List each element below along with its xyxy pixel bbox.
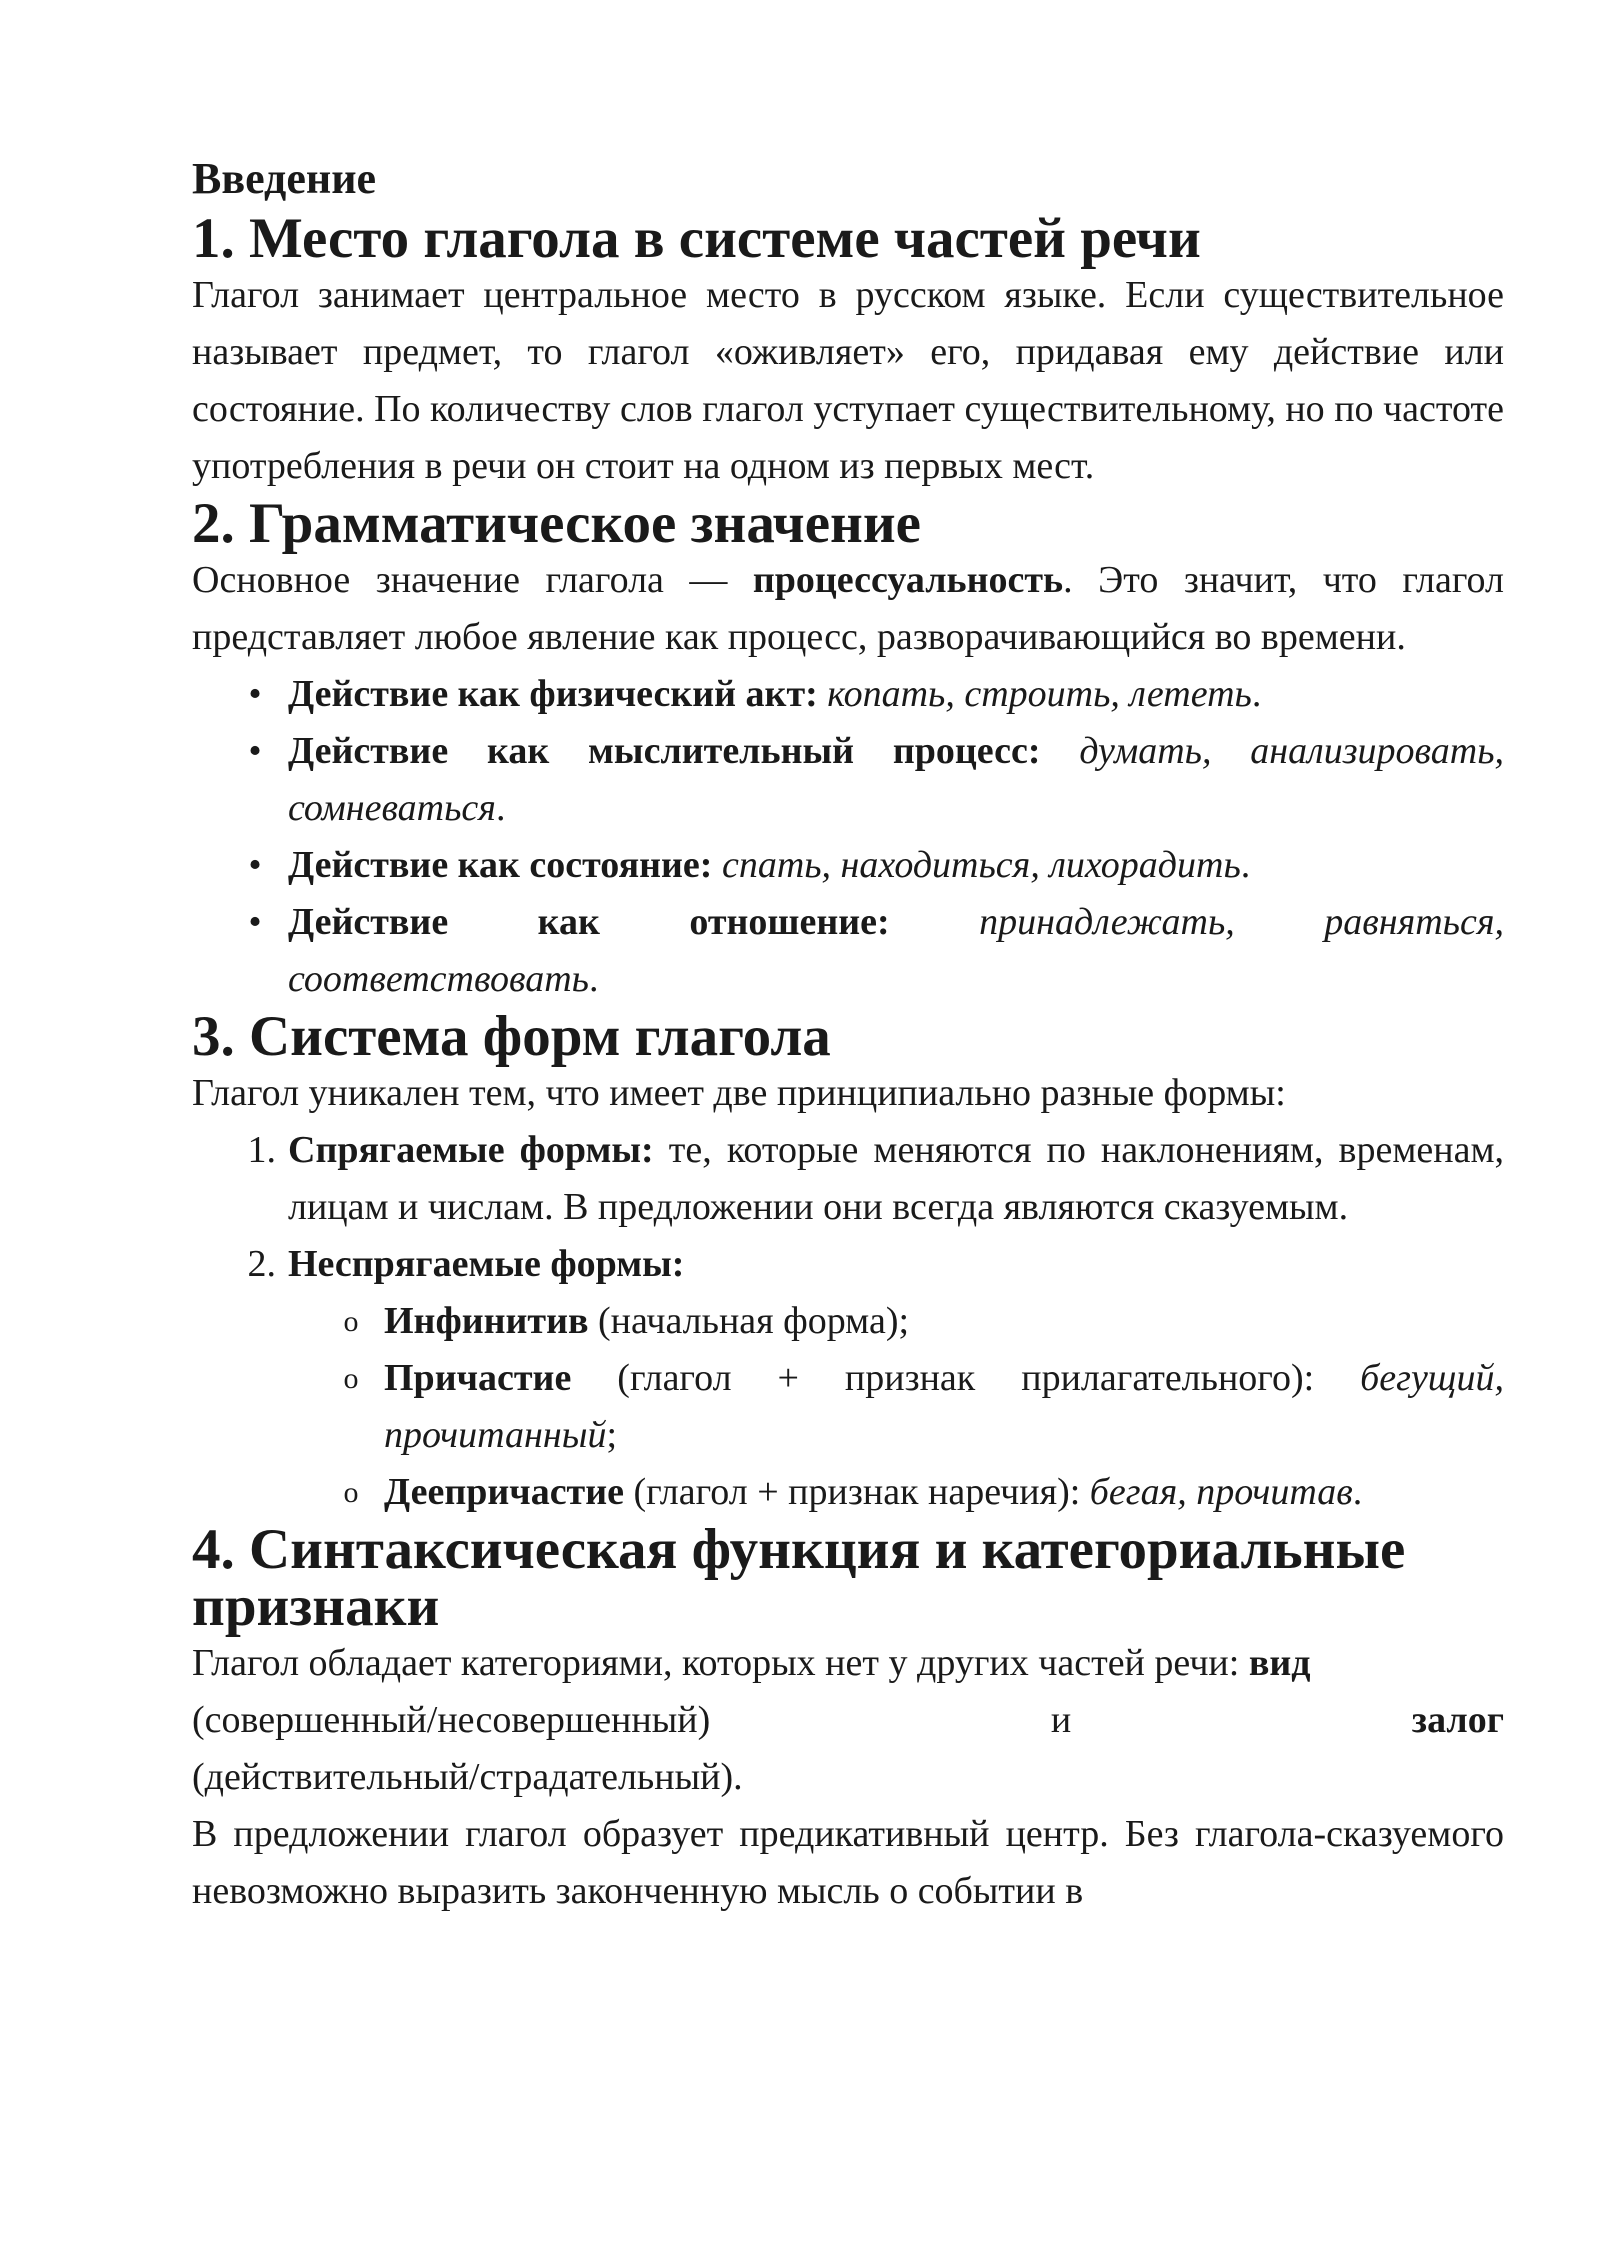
- page-title: Введение: [192, 154, 377, 203]
- section-2-text-a: Основное значение глагола —: [192, 559, 753, 601]
- item-label: Инфинитив: [384, 1300, 589, 1342]
- bullet-label: Действие как отношение:: [288, 901, 890, 943]
- item-text: (глагол + признак прилагательного):: [617, 1357, 1361, 1399]
- list-item: [192, 1464, 1504, 1521]
- circle-bullet-marker: o: [343, 1305, 359, 1338]
- section-3-intro: Глагол уникален тем, что имеет две принципиально разные формы:: [192, 1072, 1286, 1114]
- item-label: Деепричастие: [384, 1471, 624, 1513]
- non-finite-forms-list: [192, 1293, 1504, 1521]
- term-aspect: вид: [1248, 1642, 1311, 1684]
- bullet-tail: .: [495, 787, 506, 829]
- forms-numbered-list: [192, 1122, 1504, 1293]
- circle-bullet-marker: o: [343, 1476, 359, 1509]
- bullet-examples: думать, анализировать, сомневаться: [288, 730, 1504, 829]
- term-processuality: процессуальность: [752, 559, 1064, 601]
- meaning-bullet-list: [192, 666, 1504, 1008]
- item-tail: ;: [606, 1414, 618, 1456]
- list-item: [192, 837, 1504, 894]
- item-examples: бегая, прочитав: [1089, 1471, 1353, 1513]
- section-4-paragraph-2: В предложении глагол образует предикативный центр. Без глагола-сказуемого невозможно выразить законченную мысль о событии в: [192, 1813, 1504, 1912]
- term-voice: залог: [1411, 1699, 1504, 1741]
- section-1-heading: 1. Место глагола в системе частей речи: [192, 207, 1201, 270]
- bullet-label: Действие как состояние:: [288, 844, 713, 886]
- bullet-label: Действие как физический акт:: [288, 673, 818, 715]
- bullet-marker: •: [248, 901, 262, 943]
- section-2-text-c: . Это значит, что глагол представляет любое явление как процесс, разворачивающийся во времени.: [192, 559, 1504, 658]
- bullet-examples: принадлежать, равняться, соответствовать: [288, 901, 1504, 1000]
- item-label: Причастие: [384, 1357, 572, 1399]
- section-4-heading: 4. Синтаксическая функция и категориальные признаки: [192, 1518, 1406, 1638]
- list-item: [192, 894, 1504, 1008]
- number-marker: 2.: [247, 1243, 276, 1285]
- item-text: (глагол + признак наречия):: [633, 1471, 1090, 1513]
- bullet-tail: .: [588, 958, 599, 1000]
- list-item: [192, 1236, 1504, 1293]
- section-4-text-d: (действительный/страдательный).: [192, 1756, 743, 1798]
- section-3-heading: 3. Система форм глагола: [192, 1005, 831, 1068]
- section-2-paragraph: [192, 552, 1504, 666]
- document-content: [192, 148, 1504, 1920]
- list-item: [192, 1122, 1504, 1236]
- list-item: [192, 1293, 1504, 1350]
- section-2-heading: 2. Грамматическое значение: [192, 492, 921, 555]
- section-4-text-c: и: [1050, 1699, 1072, 1741]
- item-label: Неспрягаемые формы:: [288, 1243, 685, 1285]
- bullet-marker: •: [248, 673, 262, 715]
- item-examples: бегущий, прочитанный: [384, 1357, 1504, 1456]
- list-item: [192, 723, 1504, 837]
- number-marker: 1.: [247, 1129, 276, 1171]
- bullet-label: Действие как мыслительный процесс:: [288, 730, 1041, 772]
- item-label: Спрягаемые формы:: [288, 1129, 654, 1171]
- item-text: те, которые меняются по наклонениям, временам, лицам и числам. В предложении они всегда являются сказуемым.: [288, 1129, 1504, 1228]
- section-4-text-a: Глагол обладает категориями, которых нет у других частей речи:: [192, 1642, 1249, 1684]
- list-item: [192, 666, 1504, 723]
- bullet-marker: •: [248, 844, 262, 886]
- bullet-examples: спать, находиться, лихорадить: [721, 844, 1241, 886]
- circle-bullet-marker: o: [343, 1362, 359, 1395]
- section-1-paragraph: Глагол занимает центральное место в русском языке. Если существительное называет предмет, то глагол «оживляет» его, придавая ему действие или состояние. По количеству слов глагол уступает существительному, но по частоте употребления в речи он стоит на одном из первых мест.: [192, 274, 1504, 487]
- bullet-tail: .: [1251, 673, 1262, 715]
- section-4-split-line: [192, 1692, 1504, 1749]
- bullet-marker: •: [248, 730, 262, 772]
- bullet-examples: копать, строить, лететь: [827, 673, 1252, 715]
- section-4-text-b: (совершенный/несовершенный): [192, 1699, 711, 1741]
- section-4-paragraph-1: [192, 1635, 1504, 1692]
- list-item: [192, 1350, 1504, 1464]
- bullet-tail: .: [1240, 844, 1251, 886]
- item-text: (начальная форма);: [598, 1300, 910, 1342]
- item-tail: .: [1352, 1471, 1363, 1513]
